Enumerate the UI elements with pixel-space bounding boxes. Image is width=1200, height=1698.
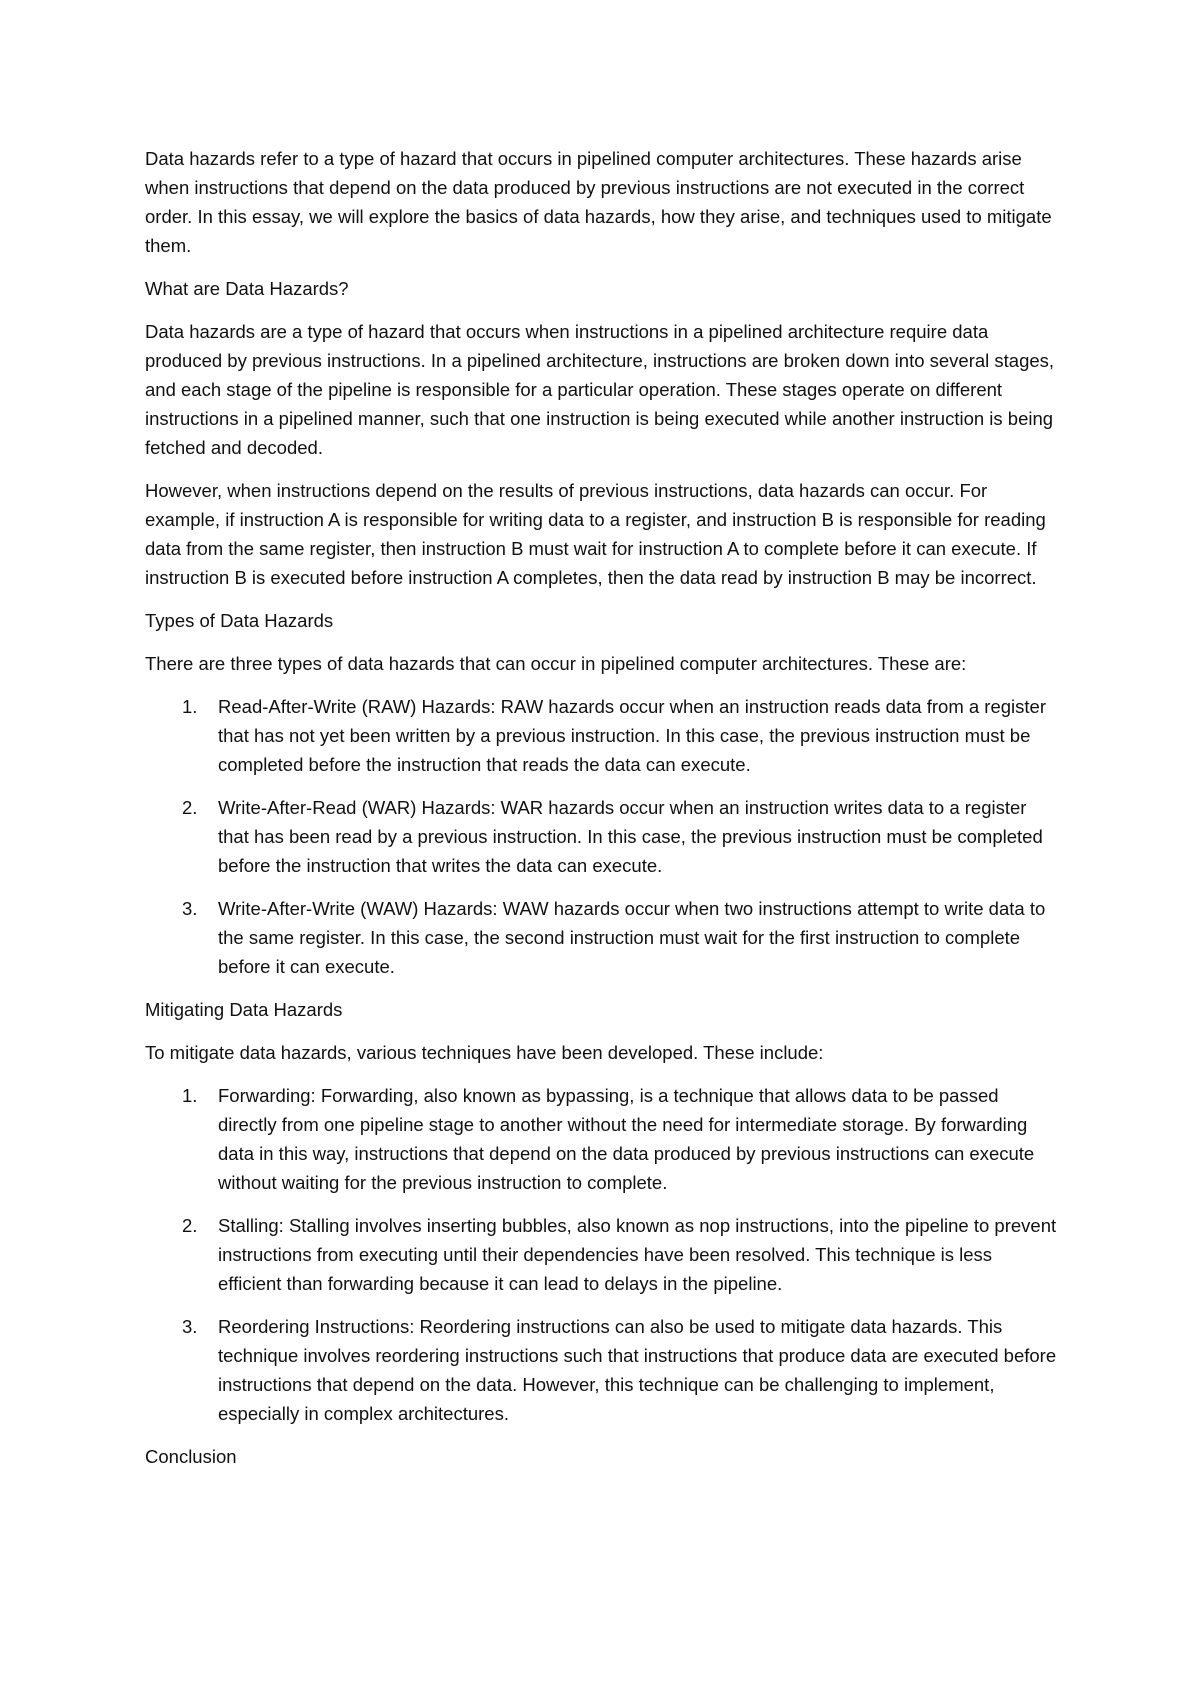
list-item-text: Reordering Instructions: Reordering instructions can also be used to mitigate data hazards. This technique involves reordering instructions such that instructions that produce data are executed before instructions that depend on the data. However, this technique can be challenging to implement, especially in complex architectures.	[218, 1316, 1057, 1424]
section2-intro: There are three types of data hazards that can occur in pipelined computer architectures. These are:	[145, 653, 967, 674]
list-item-text: Write-After-Read (WAR) Hazards: WAR hazards occur when an instruction writes data to a register that has been read by a previous instruction. In this case, the previous instruction must be completed before the instruction that writes the data can execute.	[218, 797, 1043, 876]
list-number: 3.	[182, 898, 198, 919]
list-number: 1.	[182, 1085, 198, 1106]
list-item	[145, 1081, 1060, 1197]
list-number: 1.	[182, 696, 198, 717]
list-item	[145, 894, 1060, 981]
list-number: 3.	[182, 1316, 198, 1337]
section-heading-what-are-data-hazards: What are Data Hazards?	[145, 278, 349, 299]
list-item	[145, 692, 1060, 779]
list-item	[145, 1312, 1060, 1428]
list-item	[145, 793, 1060, 880]
list-number: 2.	[182, 1215, 198, 1236]
list-item	[145, 1211, 1060, 1298]
section-heading-types-of-data-hazards: Types of Data Hazards	[145, 610, 334, 631]
section3-intro: To mitigate data hazards, various techniques have been developed. These include:	[145, 1042, 824, 1063]
techniques-list	[145, 1081, 1060, 1428]
section-heading-conclusion: Conclusion	[145, 1446, 237, 1467]
list-item-text: Stalling: Stalling involves inserting bubbles, also known as nop instructions, into the pipeline to prevent instructions from executing until their dependencies have been resolved. This technique is less efficient than forwarding because it can lead to delays in the pipeline.	[218, 1215, 1057, 1294]
list-item-text: Forwarding: Forwarding, also known as bypassing, is a technique that allows data to be passed directly from one pipeline stage to another without the need for intermediate storage. By forwarding data in this way, instructions that depend on the data produced by previous instructions can execute without waiting for the previous instruction to complete.	[218, 1085, 1035, 1193]
section1-paragraph-2: However, when instructions depend on the results of previous instructions, data hazards can occur. For example, if instruction A is responsible for writing data to a register, and instruction B is responsible for reading data from the same register, then instruction B must wait for instruction A to complete before it can execute. If instruction B is executed before instruction A completes, then the data read by instruction B may be incorrect.	[145, 480, 1046, 588]
list-item-text: Write-After-Write (WAW) Hazards: WAW hazards occur when two instructions attempt to write data to the same register. In this case, the second instruction must wait for the first instruction to complete before it can execute.	[218, 898, 1046, 977]
section1-paragraph-1: Data hazards are a type of hazard that occurs when instructions in a pipelined architecture require data produced by previous instructions. In a pipelined architecture, instructions are broken down into several stages, and each stage of the pipeline is responsible for a particular operation. These stages operate on different instructions in a pipelined manner, such that one instruction is being executed while another instruction is being fetched and decoded.	[145, 321, 1055, 458]
hazard-types-list	[145, 692, 1060, 981]
list-number: 2.	[182, 797, 198, 818]
intro-paragraph: Data hazards refer to a type of hazard that occurs in pipelined computer architectures. These hazards arise when instructions that depend on the data produced by previous instructions are not executed in the correct order. In this essay, we will explore the basics of data hazards, how they arise, and techniques used to mitigate them.	[145, 148, 1052, 256]
list-item-text: Read-After-Write (RAW) Hazards: RAW hazards occur when an instruction reads data from a register that has not yet been written by a previous instruction. In this case, the previous instruction must be completed before the instruction that reads the data can execute.	[218, 696, 1046, 775]
section-heading-mitigating-data-hazards: Mitigating Data Hazards	[145, 999, 343, 1020]
